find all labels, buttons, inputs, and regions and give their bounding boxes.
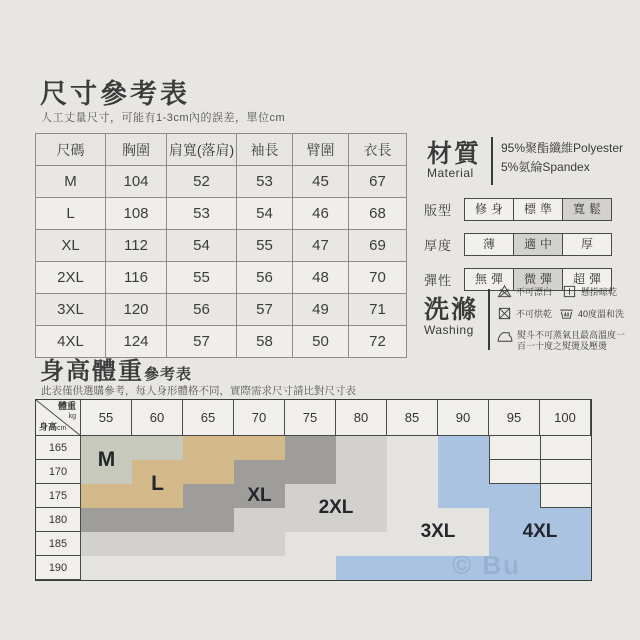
care-item-no-tumble-dry bbox=[497, 306, 552, 321]
care-label: 40度溫和洗 bbox=[578, 309, 625, 319]
measurement-cell: 53 bbox=[237, 166, 293, 198]
corner-height-label: 身高cm bbox=[39, 422, 67, 432]
measurement-cell: 68 bbox=[349, 198, 407, 230]
column-header: 衣長 bbox=[349, 134, 407, 166]
attribute-options bbox=[464, 233, 612, 256]
measurement-cell: 46 bbox=[293, 198, 349, 230]
height-weight-title bbox=[40, 351, 192, 386]
size-name-cell: 3XL bbox=[36, 294, 106, 326]
matrix-size-cell bbox=[285, 460, 336, 484]
matrix-size-cell bbox=[387, 508, 438, 532]
measurement-cell: 55 bbox=[167, 262, 237, 294]
care-item-hang-dry bbox=[562, 284, 617, 299]
matrix-size-cell bbox=[438, 460, 489, 484]
measurement-cell: 71 bbox=[349, 294, 407, 326]
care-item-no-bleach bbox=[497, 284, 552, 299]
matrix-size-cell bbox=[81, 436, 132, 460]
size-table-title: 尺寸參考表 bbox=[40, 79, 190, 109]
matrix-empty-cell bbox=[489, 436, 540, 460]
height-header-cell: 190 bbox=[36, 556, 81, 580]
care-label: 熨斗不可蒸氣且最高溫度一百一十度之熨燙及壓燙 bbox=[517, 330, 626, 351]
attribute-option: 修身 bbox=[465, 199, 513, 220]
column-header: 肩寬(落肩) bbox=[167, 134, 237, 166]
matrix-size-cell bbox=[183, 436, 234, 460]
matrix-empty-cell bbox=[540, 460, 591, 484]
size-region-label: M bbox=[97, 448, 116, 471]
size-table bbox=[35, 133, 407, 358]
measurement-cell: 56 bbox=[237, 262, 293, 294]
no-bleach-icon bbox=[497, 284, 512, 299]
measurement-cell: 104 bbox=[106, 166, 167, 198]
matrix-size-cell bbox=[81, 556, 132, 580]
size-region-label: 4XL bbox=[522, 521, 558, 542]
attribute-option: 超彈 bbox=[562, 269, 611, 290]
weight-header-cell: 95 bbox=[489, 400, 540, 436]
matrix-size-cell bbox=[285, 436, 336, 460]
attribute-label: 厚度 bbox=[424, 238, 453, 253]
attribute-options bbox=[464, 198, 612, 221]
matrix-size-cell bbox=[132, 556, 183, 580]
matrix-size-cell bbox=[183, 508, 234, 532]
table-row bbox=[36, 294, 407, 326]
matrix-size-cell bbox=[132, 484, 183, 508]
care-label: 不可烘乾 bbox=[516, 309, 553, 319]
matrix-size-cell bbox=[234, 532, 285, 556]
measurement-cell: 49 bbox=[293, 294, 349, 326]
matrix-size-cell bbox=[540, 532, 591, 556]
matrix-size-cell bbox=[132, 532, 183, 556]
size-name-cell: L bbox=[36, 198, 106, 230]
weight-header-cell: 80 bbox=[336, 400, 387, 436]
measurement-cell: 50 bbox=[293, 326, 349, 358]
measurement-cell: 54 bbox=[237, 198, 293, 230]
attribute-option: 無彈 bbox=[465, 269, 513, 290]
washing-divider bbox=[488, 289, 490, 350]
measurement-cell: 45 bbox=[293, 166, 349, 198]
table-row bbox=[36, 262, 407, 294]
material-title-en: Material bbox=[427, 166, 474, 180]
measurement-cell: 57 bbox=[167, 326, 237, 358]
material-line-2: 5%氨綸Spandex bbox=[501, 160, 590, 174]
measurement-cell: 116 bbox=[106, 262, 167, 294]
matrix-size-cell bbox=[489, 508, 540, 532]
table-row bbox=[36, 230, 407, 262]
measurement-cell: 47 bbox=[293, 230, 349, 262]
height-weight-subtitle: 此表僅供選購參考，每人身形體格不同，實際需求尺寸請比對尺寸表 bbox=[41, 385, 356, 397]
table-row bbox=[36, 166, 407, 198]
measurement-cell: 67 bbox=[349, 166, 407, 198]
attribute-option: 薄 bbox=[465, 234, 513, 255]
matrix-size-cell bbox=[540, 556, 591, 580]
size-region-label: L bbox=[151, 472, 164, 495]
matrix-size-cell bbox=[489, 484, 540, 508]
matrix-size-cell bbox=[183, 484, 234, 508]
size-name-cell: XL bbox=[36, 230, 106, 262]
measurement-cell: 120 bbox=[106, 294, 167, 326]
measurement-cell: 48 bbox=[293, 262, 349, 294]
material-title: 材質 bbox=[427, 140, 482, 168]
watermark: © Bu bbox=[452, 550, 522, 580]
matrix-size-cell bbox=[285, 508, 336, 532]
measurement-cell: 56 bbox=[167, 294, 237, 326]
washing-title-en: Washing bbox=[424, 323, 474, 337]
matrix-size-cell bbox=[81, 460, 132, 484]
matrix-size-cell bbox=[387, 460, 438, 484]
weight-header-cell: 90 bbox=[438, 400, 489, 436]
size-name-cell: M bbox=[36, 166, 106, 198]
weight-header-cell: 70 bbox=[234, 400, 285, 436]
matrix-size-cell bbox=[387, 532, 438, 556]
matrix-empty-cell bbox=[540, 484, 591, 508]
matrix-size-cell bbox=[132, 508, 183, 532]
height-header-cell: 180 bbox=[36, 508, 81, 532]
size-table-header-row bbox=[36, 134, 407, 166]
weight-header-cell: 75 bbox=[285, 400, 336, 436]
measurement-cell: 124 bbox=[106, 326, 167, 358]
weight-header-cell: 55 bbox=[81, 400, 132, 436]
matrix-size-cell bbox=[132, 460, 183, 484]
size-region-label: 2XL bbox=[318, 497, 354, 518]
matrix-size-cell bbox=[438, 508, 489, 532]
attribute-option: 厚 bbox=[562, 234, 611, 255]
matrix-size-cell bbox=[336, 484, 387, 508]
weight-header-cell: 100 bbox=[540, 400, 591, 436]
material-divider bbox=[491, 137, 493, 185]
matrix-size-cell bbox=[387, 484, 438, 508]
measurement-cell: 54 bbox=[167, 230, 237, 262]
matrix-corner-cell bbox=[36, 400, 81, 436]
table-row bbox=[36, 198, 407, 230]
matrix-size-cell bbox=[336, 556, 387, 580]
size-region-label: 3XL bbox=[420, 521, 456, 542]
measurement-cell: 55 bbox=[237, 230, 293, 262]
height-header-cell: 170 bbox=[36, 460, 81, 484]
matrix-size-cell bbox=[285, 556, 336, 580]
matrix-size-cell bbox=[81, 508, 132, 532]
matrix-size-cell bbox=[234, 460, 285, 484]
attribute-option-selected: 微彈 bbox=[513, 269, 562, 290]
weight-header-cell: 65 bbox=[183, 400, 234, 436]
measurement-cell: 58 bbox=[237, 326, 293, 358]
care-item-wash-40 bbox=[559, 306, 624, 321]
material-line-1: 95%聚酯纖維Polyester bbox=[501, 141, 624, 155]
care-item-iron bbox=[497, 330, 629, 352]
care-label: 懸掛晾乾 bbox=[581, 287, 618, 297]
matrix-size-cell bbox=[336, 436, 387, 460]
height-weight-title-suffix: 參考表 bbox=[144, 366, 193, 383]
attribute-rows bbox=[424, 198, 612, 291]
no-tumble-dry-icon bbox=[497, 306, 512, 321]
attribute-label: 彈性 bbox=[424, 273, 453, 288]
column-header: 臂圍 bbox=[293, 134, 349, 166]
measurement-cell: 70 bbox=[349, 262, 407, 294]
height-header-cell: 165 bbox=[36, 436, 81, 460]
matrix-size-cell bbox=[387, 436, 438, 460]
size-name-cell: 4XL bbox=[36, 326, 106, 358]
matrix-empty-cell bbox=[489, 460, 540, 484]
height-header-cell: 175 bbox=[36, 484, 81, 508]
matrix-size-cell bbox=[336, 508, 387, 532]
matrix-size-cell bbox=[336, 532, 387, 556]
attribute-label: 版型 bbox=[424, 203, 453, 218]
matrix-size-cell bbox=[132, 436, 183, 460]
matrix-size-cell bbox=[234, 556, 285, 580]
matrix-size-cell bbox=[285, 484, 336, 508]
matrix-size-cell bbox=[387, 556, 438, 580]
attribute-option: 標準 bbox=[513, 199, 562, 220]
measurement-cell: 69 bbox=[349, 230, 407, 262]
size-table-subtitle: 人工丈量尺寸，可能有1-3cm內的誤差，單位cm bbox=[41, 112, 286, 124]
column-header: 袖長 bbox=[237, 134, 293, 166]
matrix-empty-cell bbox=[540, 436, 591, 460]
matrix-size-cell bbox=[234, 484, 285, 508]
measurement-cell: 52 bbox=[167, 166, 237, 198]
weight-header-cell: 60 bbox=[132, 400, 183, 436]
washing-title: 洗滌 bbox=[424, 296, 479, 324]
column-header: 胸圍 bbox=[106, 134, 167, 166]
matrix-size-cell bbox=[438, 484, 489, 508]
attribute-option-selected: 寬鬆 bbox=[562, 199, 611, 220]
weight-header-cell: 85 bbox=[387, 400, 438, 436]
iron-icon bbox=[497, 330, 513, 344]
svg-text:40: 40 bbox=[563, 312, 570, 319]
matrix-size-cell bbox=[438, 436, 489, 460]
matrix-size-cell bbox=[183, 460, 234, 484]
matrix-size-cell bbox=[285, 532, 336, 556]
measurement-cell: 112 bbox=[106, 230, 167, 262]
care-label: 不可漂白 bbox=[516, 287, 553, 297]
measurement-cell: 57 bbox=[237, 294, 293, 326]
size-region-label: XL bbox=[247, 485, 272, 506]
matrix-size-cell bbox=[81, 532, 132, 556]
attribute-row bbox=[424, 233, 612, 256]
measurement-cell: 72 bbox=[349, 326, 407, 358]
matrix-size-cell bbox=[234, 436, 285, 460]
measurement-cell: 108 bbox=[106, 198, 167, 230]
matrix-size-cell bbox=[183, 532, 234, 556]
matrix-size-cell bbox=[234, 508, 285, 532]
corner-weight-label: 體重 kg bbox=[57, 401, 76, 420]
matrix-size-cell bbox=[183, 556, 234, 580]
attribute-row bbox=[424, 198, 612, 221]
measurement-cell: 53 bbox=[167, 198, 237, 230]
material-composition bbox=[501, 139, 623, 177]
height-weight-title-main: 身高體重 bbox=[40, 358, 144, 385]
attribute-option-selected: 適中 bbox=[513, 234, 562, 255]
matrix-size-cell bbox=[540, 508, 591, 532]
hang-dry-icon bbox=[562, 284, 577, 299]
matrix-size-cell bbox=[336, 460, 387, 484]
wash-40-icon bbox=[559, 306, 574, 321]
matrix-size-cell bbox=[81, 484, 132, 508]
size-name-cell: 2XL bbox=[36, 262, 106, 294]
column-header: 尺碼 bbox=[36, 134, 106, 166]
height-header-cell: 185 bbox=[36, 532, 81, 556]
